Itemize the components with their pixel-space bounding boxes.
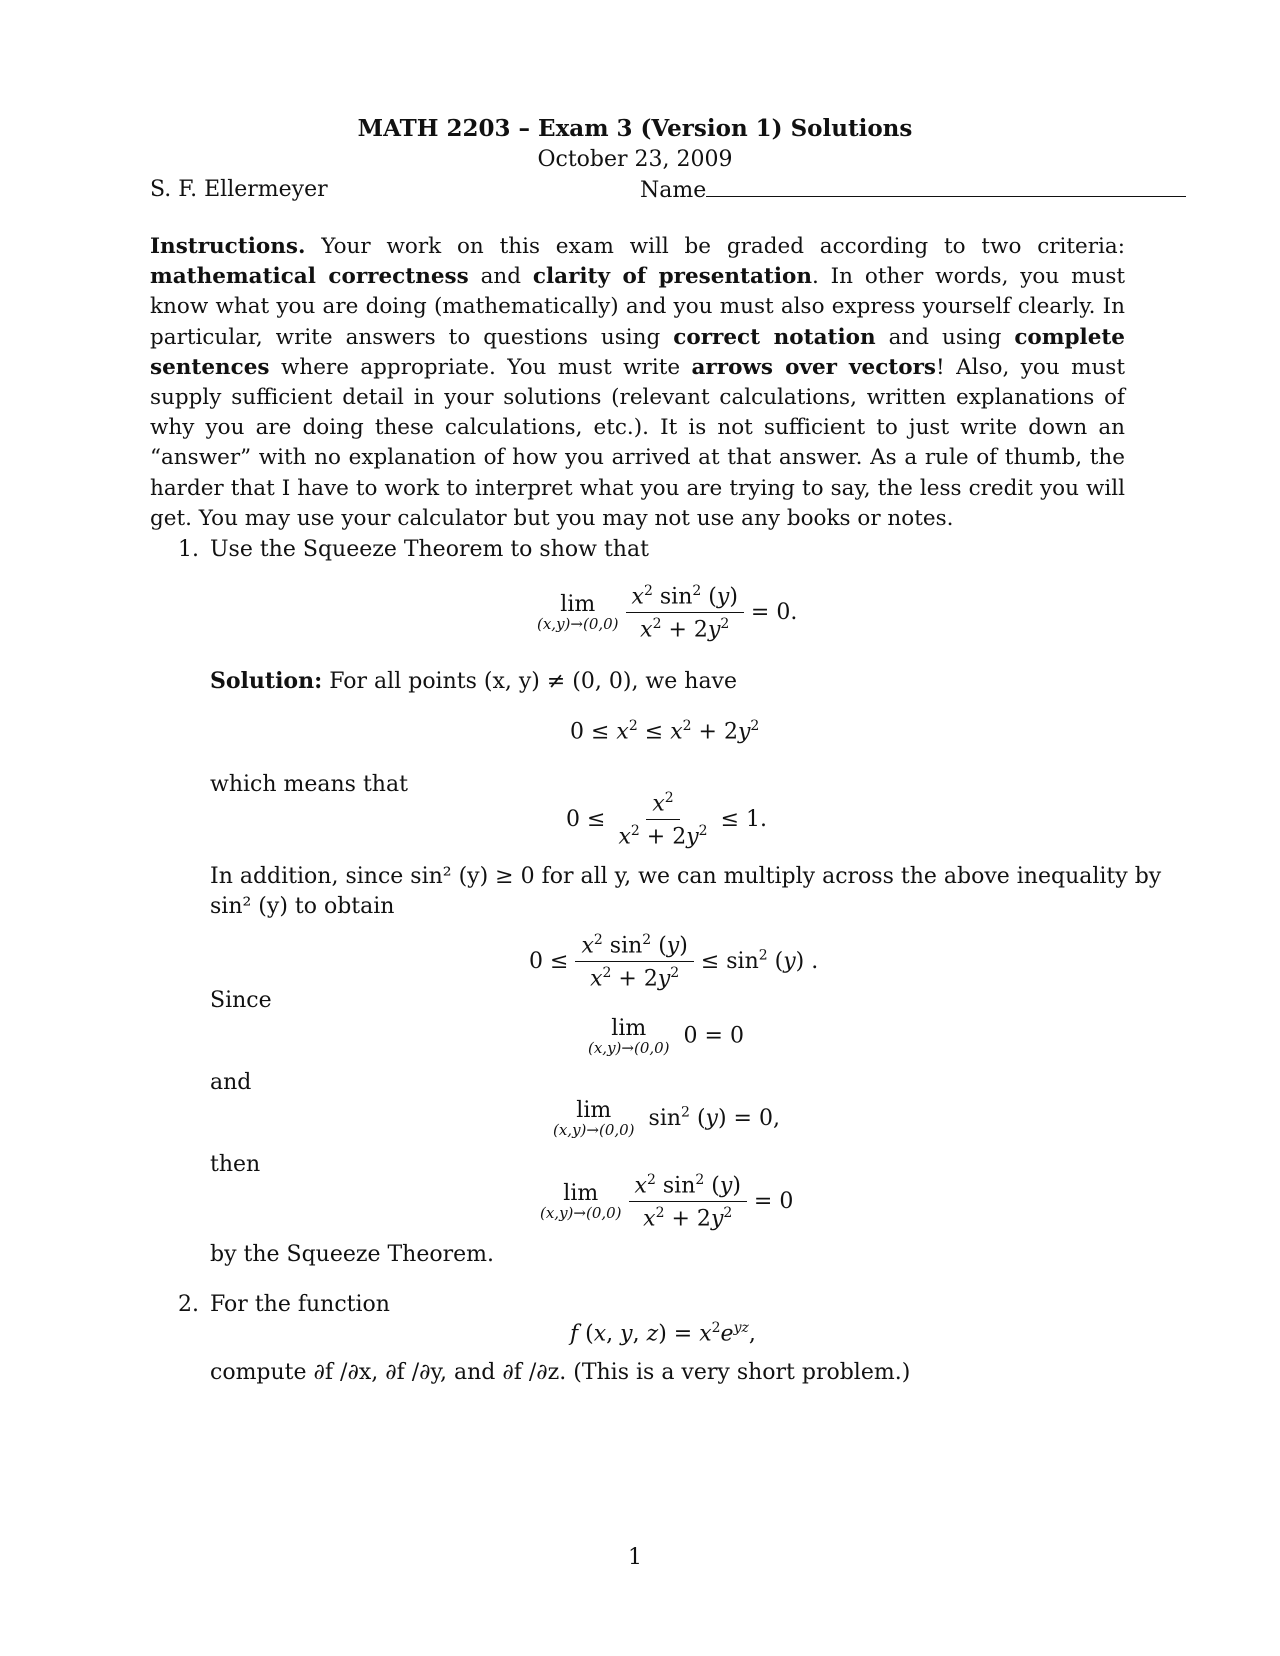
instructions-text: where appropriate. You must write — [269, 354, 692, 380]
lim-word: lim — [576, 1098, 612, 1123]
lim-subscript: (x,y)→(0,0) — [537, 615, 619, 634]
and-text: and — [210, 1070, 252, 1095]
inequality-3: 0 ≤ $\frac{x^2 \sin^2 (y)}{x^2 + 2y^2}$ ≤ $\sin^2 (y)$ . — [529, 932, 819, 992]
instructions-text: ! Also, you must supply sufficient detail in your solutions (relevant calculations, written explanations of why you are doing these calculations, etc.). It is not sufficient to just write down an “answer” with no explanation of how you arrived at that answer. As a rule of thumb, the harder that I have to work to interpret what you are trying to say, the less credit you will get. You may use your calculator but you may not use any books or notes. — [150, 354, 1125, 531]
since-text: Since — [210, 988, 272, 1013]
solution-intro-line — [210, 668, 737, 694]
name-field — [640, 177, 1186, 203]
instructions-emphasis: clarity of presentation — [532, 264, 812, 290]
lim-word: lim — [611, 1016, 647, 1041]
problem-2-prompt: For the function — [210, 1292, 390, 1317]
author-name: S. F. Ellermeyer — [150, 177, 328, 202]
solution-intro: For all points (x, y) ≠ (0, 0), we have — [329, 669, 738, 694]
lim-subscript: (x,y)→(0,0) — [588, 1039, 670, 1057]
limit-statement: lim (x,y)→(0,0) $\frac{x^2 \sin^2 (y)}{x^2 + 2y^2}$ = 0. — [537, 583, 798, 643]
function-definition: f (x, y, $z) = x^2e^{yz}$, — [570, 1320, 756, 1347]
instructions-text: Your work on this exam will be graded according to two criteria: — [305, 234, 1125, 259]
instructions-emphasis: arrows over vectors — [691, 354, 936, 380]
problem-1-prompt: Use the Squeeze Theorem to show that — [210, 537, 649, 562]
instructions-emphasis: mathematical correctness — [150, 264, 469, 290]
name-blank-line — [706, 177, 1186, 197]
instructions-text: and using — [875, 324, 1015, 350]
instructions-label: Instructions. — [150, 234, 306, 259]
instructions-emphasis: complete sentences — [150, 324, 1125, 380]
limit-conclusion: lim (x,y)→(0,0) $\frac{x^2 \sin^2 (y)}{x^2 + 2y^2}$ = 0 — [540, 1172, 794, 1232]
instructions-text: and — [468, 264, 533, 290]
lim-word: lim — [560, 592, 596, 618]
problem-1-number: 1. — [178, 537, 199, 562]
solution-label: Solution: — [210, 668, 323, 694]
instructions-text: . In other words, you must know what you are doing (mathematically) and you must also express yourself clearly. In particular, write answers to questions using — [150, 264, 1125, 350]
problem-2-task: compute ∂f /∂x, ∂f /∂y, and ∂f /∂z. (This is a very short problem.) — [210, 1360, 911, 1385]
page-number: 1 — [628, 1545, 642, 1570]
lim-word: lim — [563, 1181, 599, 1207]
limit-zero: lim (x,y)→(0,0) 0 = 0 — [588, 1016, 744, 1057]
instructions-paragraph — [150, 232, 1125, 534]
instructions-emphasis: correct notation — [673, 324, 876, 350]
exam-title: MATH 2203 – Exam 3 (Version 1) Solutions — [357, 115, 913, 142]
exam-date: October 23, 2009 — [537, 147, 733, 172]
in-addition-line-1: In addition, since sin² (y) ≥ 0 for all y, we can multiply across the above inequality by — [210, 864, 1162, 889]
in-addition-line-2: sin² (y) to obtain — [210, 894, 395, 919]
then-text: then — [210, 1152, 261, 1177]
limit-sin: lim (x,y)→(0,0) $\sin^2 (y) = 0$, — [553, 1098, 780, 1139]
which-means-text: which means that — [210, 772, 408, 797]
lim-subscript: (x,y)→(0,0) — [540, 1204, 622, 1223]
conclusion-text: by the Squeeze Theorem. — [210, 1242, 494, 1267]
problem-2-number: 2. — [178, 1292, 199, 1317]
inequality-1: $0 \le x^2 \le x^2 + 2y^2$ — [570, 718, 760, 745]
lim-subscript: (x,y)→(0,0) — [553, 1121, 635, 1139]
inequality-2: 0 ≤ $\frac{x^2}{x^2 + 2y^2}$ ≤ 1. — [566, 790, 767, 850]
name-label: Name — [640, 178, 707, 203]
